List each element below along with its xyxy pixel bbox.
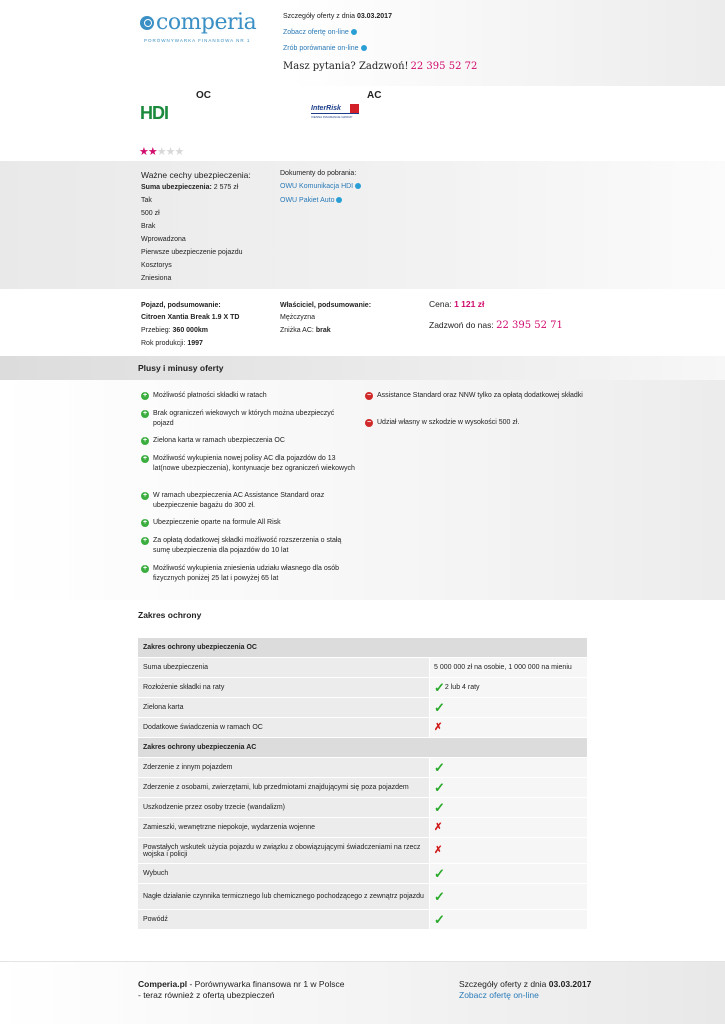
row-value <box>430 678 587 697</box>
pro-item <box>141 536 356 556</box>
check-icon: ✓ <box>434 760 445 775</box>
owner-discount <box>280 327 331 334</box>
info-icon <box>351 29 357 35</box>
con-item <box>365 391 585 401</box>
table-row <box>138 718 587 738</box>
cross-icon: ✗ <box>434 844 443 856</box>
pro-text: W ramach ubezpieczenia AC Assistance Standard oraz ubezpieczenie bagażu do 300 zł. <box>153 492 325 509</box>
offer-date-line <box>283 13 392 20</box>
offer-date-prefix: Szczegóły oferty z dnia <box>283 13 355 20</box>
pro-text: Zielona karta w ramach ubezpieczenia OC <box>153 437 285 444</box>
mileage-value: 360 000km <box>172 327 208 334</box>
hdi-logo-text: HDI <box>140 103 168 123</box>
pro-item <box>141 564 356 584</box>
footer-offer-prefix: Szczegóły oferty z dnia <box>459 979 547 989</box>
star-filled-icon: ★ <box>147 146 157 158</box>
interrisk-logo <box>311 104 359 126</box>
page-footer <box>0 961 725 1024</box>
table-row <box>138 798 587 818</box>
feature-line: Pierwsze ubezpieczenie pojazdu <box>141 249 243 256</box>
doc-link-hdi[interactable] <box>280 183 361 190</box>
check-icon: ✓ <box>434 889 445 904</box>
pro-text: Możliwość wykupienia nowej polisy AC dla pojazdów do 13 lat(nowe ubezpieczenia), kontynuacje bez ograniczeń wiekowych <box>153 455 355 472</box>
table-row <box>138 838 587 864</box>
info-icon <box>336 197 342 203</box>
vehicle-year <box>141 340 203 347</box>
plus-icon: + <box>142 565 148 572</box>
row-label: Dodatkowe świadczenia w ramach OC <box>138 718 430 737</box>
row-value <box>430 718 587 737</box>
star-empty-icon: ★ <box>165 146 175 158</box>
coverage-section-ac <box>138 738 587 758</box>
year-label: Rok produkcji: <box>141 340 186 347</box>
row-label: Zielona karta <box>138 698 430 717</box>
plus-icon: + <box>142 392 148 399</box>
ac-label: AC <box>367 90 382 101</box>
feature-line: Wprowadzona <box>141 236 186 243</box>
row-label: Rozłożenie składki na raty <box>138 678 430 697</box>
sum-insured-line <box>141 184 238 191</box>
footer-brand: Comperia.pl <box>138 979 188 989</box>
feature-line: Zniesiona <box>141 275 172 282</box>
footer-offer-date-line <box>459 979 591 990</box>
hdi-logo <box>140 104 184 122</box>
discount-value: brak <box>315 327 331 334</box>
row-value <box>430 758 587 777</box>
documents-title: Dokumenty do pobrania: <box>280 170 357 177</box>
check-icon: ✓ <box>434 680 445 695</box>
row-value-text: 5 000 000 zł na osobie, 1 000 000 na mieniu <box>434 664 572 671</box>
star-empty-icon: ★ <box>156 146 166 158</box>
sum-insured-label: Suma ubezpieczenia: <box>141 184 212 191</box>
vehicle-mileage <box>141 327 208 334</box>
section-label: Zakres ochrony ubezpieczenia AC <box>143 744 257 751</box>
row-label: Nagłe działanie czynnika termicznego lub chemicznego pochodzącego z zewnątrz pojazdu <box>138 884 430 909</box>
call-line <box>429 320 563 331</box>
row-label: Powódź <box>138 910 430 929</box>
footer-brand-text <box>138 979 344 1001</box>
call-label: Zadzwoń do nas: <box>429 320 494 330</box>
pro-text: Brak ograniczeń wiekowych w których można ubezpieczyć pojazd <box>153 410 335 427</box>
see-offer-online-label: Zobacz ofertę on-line <box>283 29 349 36</box>
footer-offer-date: 03.03.2017 <box>548 979 592 989</box>
coverage-title: Zakres ochrony <box>138 610 202 620</box>
row-label: Uszkodzenie przez osoby trzecie (wandalizm) <box>138 798 430 817</box>
owner-title: Właściciel, podsumowanie: <box>280 302 372 309</box>
interrisk-mark-icon <box>350 104 359 113</box>
logo-text: comperia <box>156 10 257 35</box>
check-icon: ✓ <box>434 780 445 795</box>
table-row <box>138 818 587 838</box>
coverage-table <box>138 638 587 930</box>
doc-link-pakiet-auto[interactable] <box>280 197 342 204</box>
header-phone[interactable]: 22 395 52 72 <box>410 61 478 72</box>
row-label: Zamieszki, wewnętrzne niepokoje, wydarzenia wojenne <box>138 818 430 837</box>
plus-icon: + <box>142 537 148 544</box>
questions-line <box>283 61 477 72</box>
pro-text: Możliwość płatności składki w ratach <box>153 392 267 399</box>
pro-item <box>141 436 356 446</box>
cross-icon: ✗ <box>434 821 443 833</box>
coverage-section-oc <box>138 638 587 658</box>
plus-icon: + <box>142 437 148 444</box>
row-label: Wybuch <box>138 864 430 883</box>
table-row <box>138 884 587 910</box>
con-text: Assistance Standard oraz NNW tylko za opłatą dodatkowej składki <box>377 392 583 399</box>
table-row <box>138 864 587 884</box>
pro-text: Za opłatą dodatkowej składki możliwość rozszerzenia o stałą sumę ubezpieczenia dla pojazdów do 10 lat <box>153 537 342 554</box>
pro-text: Ubezpieczenie oparte na formule All Risk <box>153 519 281 526</box>
row-value <box>430 798 587 817</box>
table-row <box>138 910 587 930</box>
minus-icon: − <box>366 392 372 399</box>
vehicle-title: Pojazd, podsumowanie: <box>141 302 221 309</box>
info-icon <box>361 45 367 51</box>
check-icon: ✓ <box>434 912 445 927</box>
plus-icon: + <box>142 492 148 499</box>
table-row <box>138 758 587 778</box>
cross-icon: ✗ <box>434 721 443 733</box>
make-comparison-label: Zrób porównanie on-line <box>283 45 359 52</box>
feature-line: Tak <box>141 197 152 204</box>
check-icon: ✓ <box>434 700 445 715</box>
footer-line-1-rest: - Porównywarka finansowa nr 1 w Polsce <box>187 979 345 989</box>
make-comparison-link[interactable] <box>283 45 367 52</box>
pros-cons-header <box>0 356 725 380</box>
table-row <box>138 678 587 698</box>
check-icon: ✓ <box>434 800 445 815</box>
logo-tagline: PORÓWNYWARKA FINANSOWA NR 1 <box>144 38 251 43</box>
features-title: Ważne cechy ubezpieczenia: <box>141 170 251 180</box>
questions-text: Masz pytania? Zadzwoń! <box>283 61 409 72</box>
row-label: Powstałych wskutek użycia pojazdu w związku z obowiązującymi świadczeniami na rzecz wojska i policji <box>138 838 430 863</box>
mileage-label: Przebieg: <box>141 327 171 334</box>
interrisk-sub: VIENNA INSURANCE GROUP <box>311 113 359 119</box>
pro-item <box>141 409 356 429</box>
comperia-logo-icon <box>140 16 154 30</box>
see-offer-online-link[interactable] <box>283 29 357 36</box>
price-value: 1 121 zł <box>454 299 485 309</box>
star-empty-icon: ★ <box>174 146 184 158</box>
owner-gender: Mężczyzna <box>280 314 316 321</box>
con-text: Udział własny w szkodzie w wysokości 500 zł. <box>377 419 520 426</box>
star-filled-icon: ★ <box>139 146 148 158</box>
sum-insured-value: 2 575 zł <box>213 184 239 191</box>
oc-label: OC <box>196 90 211 101</box>
footer-line-1 <box>138 979 344 990</box>
con-item <box>365 418 585 428</box>
minus-icon: − <box>366 419 372 426</box>
rating-stars <box>139 147 183 158</box>
feature-line: Brak <box>141 223 156 230</box>
row-value <box>430 838 587 863</box>
price-line <box>429 299 484 309</box>
pro-item <box>141 391 356 401</box>
plus-icon: + <box>142 410 148 417</box>
row-value <box>430 778 587 797</box>
table-row <box>138 658 587 678</box>
table-row <box>138 698 587 718</box>
interrisk-name: InterRisk <box>311 105 341 112</box>
section-label: Zakres ochrony ubezpieczenia OC <box>143 644 257 651</box>
row-value <box>430 818 587 837</box>
features-panel <box>0 161 725 289</box>
pro-text: Możliwość wykupienia zniesienia udziału własnego dla osób fizycznych poniżej 25 lat i powyżej 65 lat <box>153 565 339 582</box>
footer-see-offer-link[interactable]: Zobacz ofertę on-line <box>459 990 539 1000</box>
info-icon <box>355 183 361 189</box>
call-phone[interactable]: 22 395 52 71 <box>496 320 563 331</box>
feature-line: 500 zł <box>141 210 160 217</box>
check-icon: ✓ <box>434 866 445 881</box>
discount-label: Zniżka AC: <box>280 327 314 334</box>
pro-item <box>141 454 356 474</box>
doc-link-label: OWU Komunikacja HDI <box>280 183 354 190</box>
row-value <box>430 658 587 677</box>
pro-item <box>141 518 356 528</box>
pro-item <box>141 491 356 511</box>
vehicle-model: Citroen Xantia Break 1.9 X TD <box>141 314 240 321</box>
row-value <box>430 864 587 883</box>
feature-line: Kosztorys <box>141 262 172 269</box>
row-value <box>430 884 587 909</box>
price-label: Cena: <box>429 299 452 309</box>
plus-icon: + <box>142 519 148 526</box>
row-label: Zderzenie z innym pojazdem <box>138 758 430 777</box>
plus-icon: + <box>142 455 148 462</box>
row-value <box>430 910 587 929</box>
offer-date: 03.03.2017 <box>356 13 392 20</box>
pros-cons-title: Plusy i minusy oferty <box>138 363 224 373</box>
table-row <box>138 778 587 798</box>
doc-link-label: OWU Pakiet Auto <box>280 197 335 204</box>
row-value-text: 2 lub 4 raty <box>444 684 480 691</box>
footer-line-2: - teraz również z ofertą ubezpieczeń <box>138 990 275 1000</box>
footer-offer-info <box>459 979 591 1001</box>
pros-cons-panel <box>0 380 725 600</box>
row-value <box>430 698 587 717</box>
row-label: Suma ubezpieczenia <box>138 658 430 677</box>
year-value: 1997 <box>187 340 203 347</box>
row-label: Zderzenie z osobami, zwierzętami, lub przedmiotami znajdującymi się poza pojazdem <box>138 778 430 797</box>
